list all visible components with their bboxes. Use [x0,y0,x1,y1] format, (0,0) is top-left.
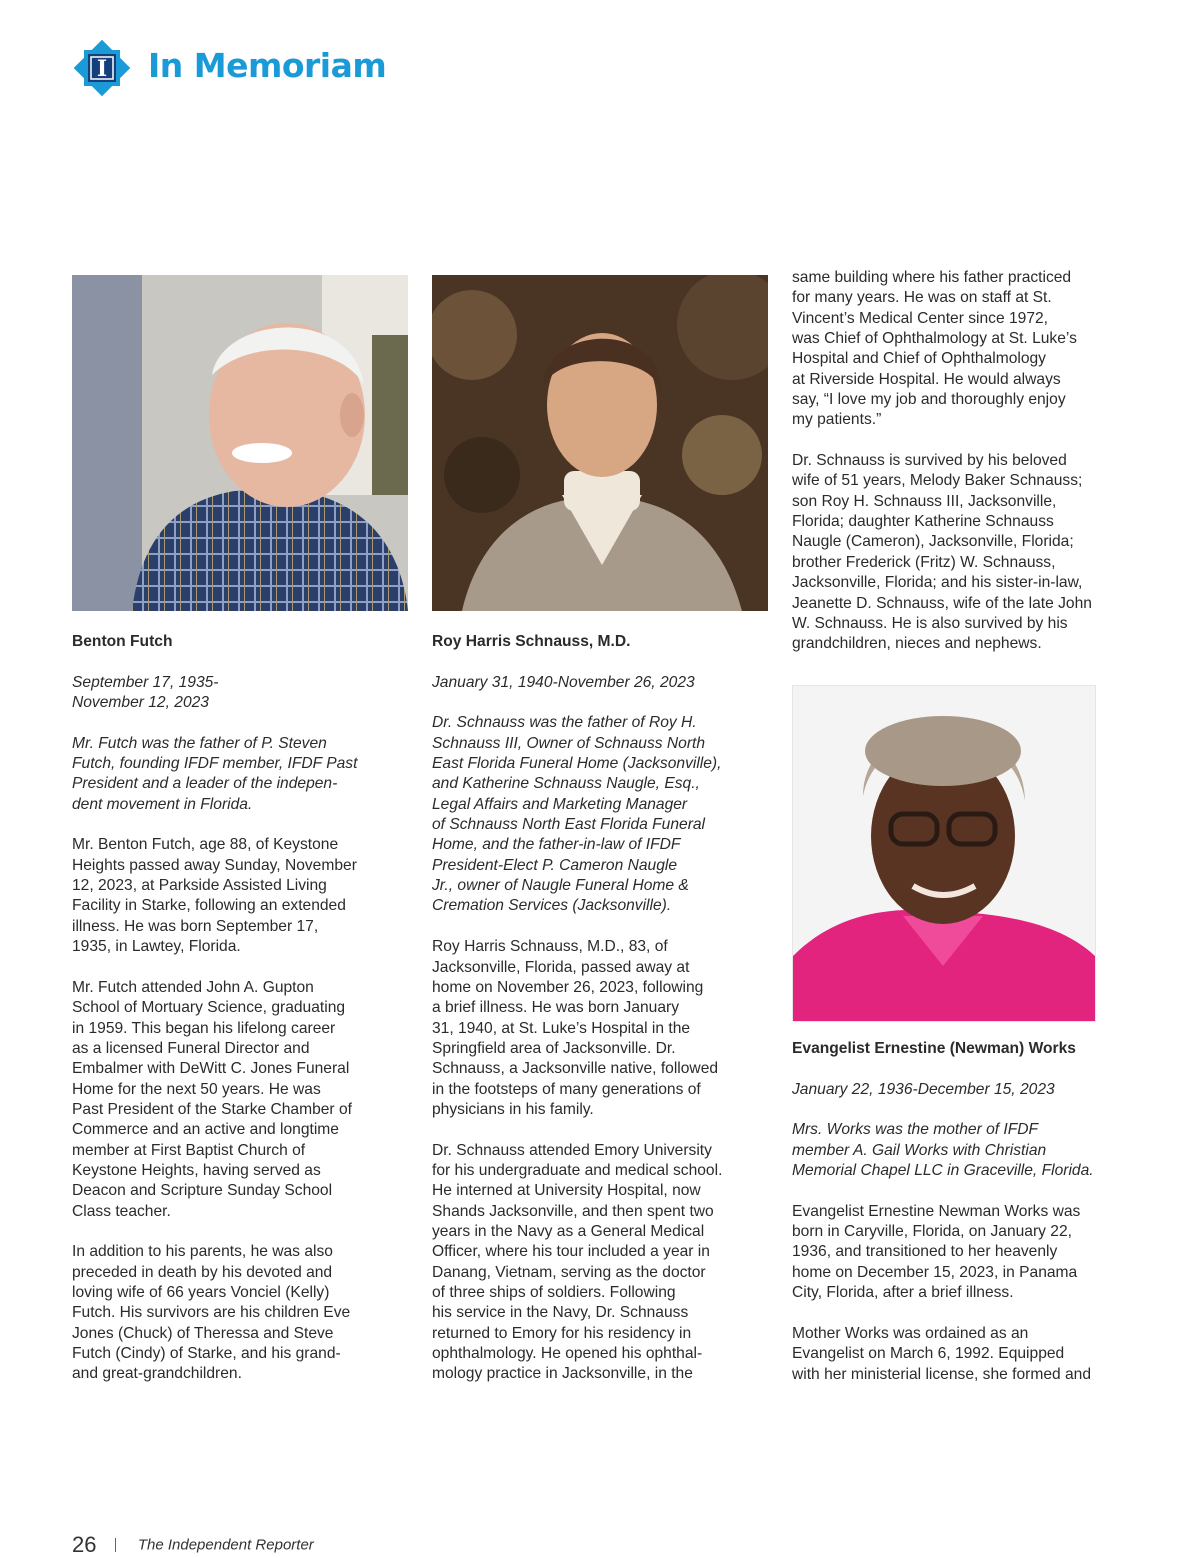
page-title: In Memoriam [148,46,387,85]
obituary-benton-futch [72,632,417,1405]
obituary-roy-schnauss [432,632,777,1405]
body-paragraph: Dr. Schnauss is survived by his beloved wife of 51 years, Melody Baker Schnauss; son Roy H. Schnauss III, Jacksonville, Florida; daughter Katherine Schnauss Naugle (Cameron), Jacksonville, Florida; brother Frederick (Fritz) W. Schnauss, Jacksonville, Florida; and his sister-in-law, Jeanette D. Schnauss, wife of the late John W. Schnauss. He is also survived by his grandchildren, nieces and nephews. [792,452,1092,653]
intro-paragraph: Dr. Schnauss was the father of Roy H. Schnauss III, Owner of Schnauss North East Florida Funeral Home (Jacksonville), and Katherine Schnauss Naugle, Esq., Legal Affairs and Marketing Manager of Schnauss North East Florida Funeral Home, and the father-in-law of IFDF President-Elect P. Cameron Naugle Jr., owner of Naugle Funeral Home & Cremation Services (Jacksonville). [432,714,722,915]
intro-paragraph: Mr. Futch was the father of P. Steven Futch, founding IFDF member, IFDF Past President and a leader of the indepen- dent movement in Florida. [72,734,358,813]
photo-roy-schnauss [432,275,768,611]
body-paragraph: Dr. Schnauss attended Emory University for his undergraduate and medical school. He interned at University Hospital, now Shands Jacksonville, and then spent two years in the Navy as a General Medical Officer, where his tour included a year in Danang, Vietnam, serving as the doctor of three ships of soldiers. Following his service in the Navy, Dr. Schnauss returned to Emory for his residency in ophthalmology. He opened his ophthal- mology practice in Jacksonville, in the [432,1141,723,1383]
page-number: 26 [72,1532,97,1557]
publication-name: The Independent Reporter [137,1536,314,1554]
body-paragraph: Evangelist Ernestine Newman Works was born in Caryville, Florida, on January 22, 1936, and transitioned to her heavenly home on December 15, 2023, in Panama City, Florida, after a brief illness. [792,1202,1081,1302]
life-dates: January 31, 1940-November 26, 2023 [432,673,695,691]
obituary-roy-schnauss-continued [792,268,1137,675]
footer-divider [115,1538,116,1552]
body-paragraph: In addition to his parents, he was also preceded in death by his devoted and loving wife of 66 years Vonciel (Kelly) Futch. His survivors are his children Eve Jones (Chuck) of Theressa and Steve Futch (Cindy) of Starke, and his grand- and great-grandchildren. [72,1243,351,1383]
body-paragraph: Mr. Futch attended John A. Gupton School of Mortuary Science, graduating in 1959. This began his lifelong career as a licensed Funeral Director and Embalmer with DeWitt C. Jones Funeral Home for the next 50 years. He was Past President of the Starke Chamber of Commerce and an active and longtime member at First Baptist Church of Keystone Heights, having served as Deacon and Scripture Sunday School Class teacher. [72,978,352,1220]
life-dates: January 22, 1936-December 15, 2023 [792,1080,1055,1098]
body-paragraph: Roy Harris Schnauss, M.D., 83, of Jacksonville, Florida, passed away at home on November 26, 2023, following a brief illness. He was born January 31, 1940, at St. Luke’s Hospital in the Springfield area of Jacksonville. Dr. Schnauss, a Jacksonville native, followed in the footsteps of many generations of physicians in his family. [432,938,719,1118]
portrait-icon [432,275,768,611]
photo-ernestine-works [792,685,1096,1022]
deceased-name: Benton Futch [72,633,173,650]
life-dates: September 17, 1935- November 12, 2023 [72,673,219,712]
portrait-icon [793,686,1095,1021]
svg-text:I: I [96,56,108,82]
deceased-name: Evangelist Ernestine (Newman) Works [792,1040,1076,1057]
obituary-ernestine-works [792,1039,1137,1405]
deceased-name: Roy Harris Schnauss, M.D. [432,633,631,650]
photo-benton-futch [72,275,408,611]
body-paragraph: Mr. Benton Futch, age 88, of Keystone Heights passed away Sunday, November 12, 2023, at Parkside Assisted Living Facility in Starke, following an extended illness. He was born September 17, 1935, in Lawtey, Florida. [72,836,357,956]
page-footer [72,1532,314,1558]
portrait-icon [72,275,408,611]
body-paragraph: Mother Works was ordained as an Evangelist on March 6, 1992. Equipped with her ministerial license, she formed and [792,1324,1092,1383]
body-paragraph: same building where his father practiced for many years. He was on staff at St. Vincent’s Medical Center since 1972, was Chief of Ophthalmology at St. Luke’s Hospital and Chief of Ophthalmology at Riverside Hospital. He would always say, “I love my job and thoroughly enjoy my patients.” [792,269,1077,429]
ifdf-logo-icon [72,38,132,98]
intro-paragraph: Mrs. Works was the mother of IFDF member A. Gail Works with Christian Memorial Chapel LLC in Graceville, Florida. [792,1121,1094,1180]
